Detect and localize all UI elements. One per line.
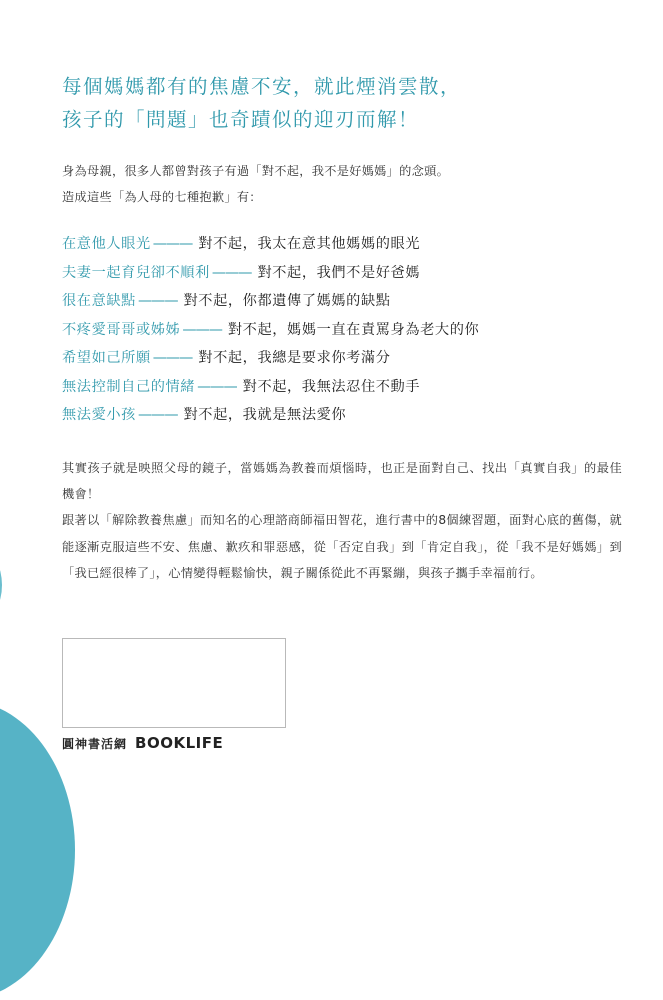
apology-dash: ——— xyxy=(211,264,252,281)
apology-lead: 在意他人眼光 xyxy=(62,236,151,252)
apology-lead: 無法愛小孩 xyxy=(62,407,136,423)
apology-lead: 不疼愛哥哥或姊姊 xyxy=(62,321,181,338)
apology-lead: 無法控制自己的情緒 xyxy=(62,378,196,395)
booklife-logo: BOOKLIFE xyxy=(135,734,224,752)
apology-text: 對不起，我們不是好爸媽 xyxy=(257,264,421,281)
body-paragraph: 跟著以「解除教養焦慮」而知名的心理諮商師福田智花，進行書中的8個練習題，面對心底的舊傷，就能逐漸克服這些不安、焦慮、歉疚和罪惡感，從「否定自我」到「肯定自我」，從「我不是好媽媽」到「我已經很棒了」，心情變得輕鬆愉快，親子關係從此不再緊繃，與孩子攜手幸福前行。 xyxy=(62,513,622,580)
apology-dash: ——— xyxy=(197,378,237,395)
publisher-footer xyxy=(62,734,223,752)
apology-item xyxy=(62,344,642,373)
apology-dash: ——— xyxy=(152,350,193,366)
apology-lead: 很在意缺點 xyxy=(62,293,136,309)
headline-line: 孩子的「問題」也奇蹟似的迎刃而解！ xyxy=(62,108,420,131)
apology-item xyxy=(62,373,642,402)
apology-text: 對不起，我太在意其他媽媽的眼光 xyxy=(198,236,421,252)
apology-item xyxy=(62,316,642,345)
headline xyxy=(62,70,622,136)
apology-list xyxy=(62,230,642,430)
apology-item xyxy=(62,230,642,259)
apology-text: 對不起，我無法忍住不動手 xyxy=(242,378,421,395)
apology-text: 對不起，媽媽一直在責罵身為老大的你 xyxy=(227,321,480,338)
apology-dash: ——— xyxy=(182,321,222,338)
apology-item xyxy=(62,287,642,316)
intro-text xyxy=(62,158,622,210)
empty-frame xyxy=(62,638,286,728)
body-text xyxy=(62,455,622,586)
headline-line: 每個媽媽都有的焦慮不安，就此煙消雲散， xyxy=(62,75,462,98)
apology-text: 對不起，我就是無法愛你 xyxy=(183,407,347,423)
apology-dash: ——— xyxy=(137,407,178,423)
intro-line: 身為母親，很多人都曾對孩子有過「對不起，我不是好媽媽」的念頭。 xyxy=(62,164,450,178)
apology-dash: ——— xyxy=(137,293,178,309)
apology-item xyxy=(62,259,642,288)
apology-dash: ——— xyxy=(152,236,193,252)
apology-lead: 希望如己所願 xyxy=(62,350,151,366)
publisher-name: 圓神書活網 xyxy=(62,736,128,751)
apology-text: 對不起，你都遺傳了媽媽的缺點 xyxy=(183,293,391,309)
apology-item xyxy=(62,401,642,430)
apology-lead: 夫妻一起育兒卻不順利 xyxy=(62,264,210,281)
apology-text: 對不起，我總是要求你考滿分 xyxy=(198,350,391,366)
intro-line: 造成這些「為人母的七種抱歉」有： xyxy=(62,190,262,204)
decorative-blob-small xyxy=(0,550,2,620)
body-paragraph: 其實孩子就是映照父母的鏡子，當媽媽為教養而煩惱時，也正是面對自己、找出「真實自我」的最佳機會！ xyxy=(62,461,622,502)
